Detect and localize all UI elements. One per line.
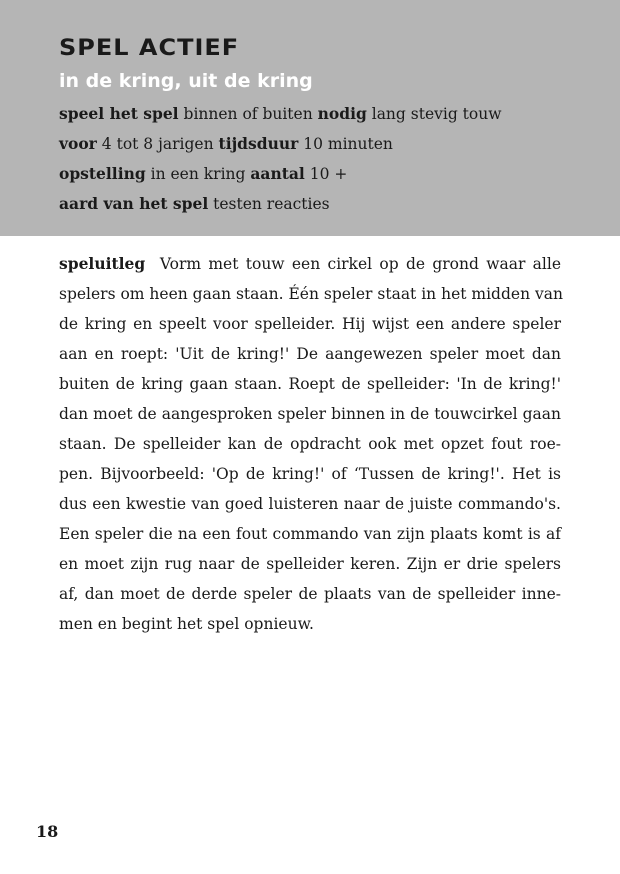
body-line: en moet zijn rug naar de spelleider keren. Zijn er drie spelers [59,555,561,573]
series-title: SPEL ACTIEF [59,34,240,61]
body-line: men en begint het spel opnieuw. [59,615,314,633]
meta-label-for: voor [59,134,97,153]
meta-value-count: 10 + [309,165,348,183]
body-line: de kring en speelt voor spelleider. Hij wijst een andere speler [59,315,561,333]
game-title: in de kring, uit de kring [59,70,313,92]
body-line: speluitleg Vorm met touw een cirkel op de grond waar alle [59,254,562,273]
body-line: aan en roept: 'Uit de kring!' De aangewezen speler moet dan [59,345,561,363]
meta-line-age [59,129,579,159]
meta-line-type [59,189,579,219]
meta-label-setup: opstelling [59,164,146,183]
game-explanation [59,249,561,639]
meta-value-type: testen reacties [213,195,330,213]
body-line: Een speler die na een fout commando van zijn plaats komt is af [59,525,561,543]
meta-value-needs: lang stevig touw [371,105,502,123]
page-number: 18 [36,822,59,841]
body-line: dan moet de aangesproken speler binnen in de touwcirkel gaan [59,405,561,423]
meta-value-for: 4 tot 8 jarigen [101,135,214,153]
game-metadata [59,99,579,219]
meta-value-duration: 10 minuten [303,135,393,153]
meta-value-setup: in een kring [150,165,246,183]
body-line: buiten de kring gaan staan. Roept de spelleider: 'In de kring!' [59,375,561,393]
meta-line-setup [59,159,579,189]
body-line: af, dan moet de derde speler de plaats van de spelleider inne- [59,585,561,603]
meta-line-location [59,99,579,129]
meta-label-type: aard van het spel [59,194,209,213]
meta-label-needs: nodig [317,104,367,123]
body-line: staan. De spelleider kan de opdracht ook met opzet fout roe- [59,435,561,453]
meta-label-count: aantal [250,164,305,183]
body-line: dus een kwestie van goed luisteren naar de juiste commando's. [59,495,561,513]
body-line: pen. Bijvoorbeeld: 'Op de kring!' of ‘Tussen de kring!'. Het is [59,465,561,483]
explanation-label: speluitleg [59,254,146,273]
meta-label-duration: tijdsduur [218,134,299,153]
meta-value-play: binnen of buiten [183,105,313,123]
header-band [0,0,620,236]
body-line: spelers om heen gaan staan. Één speler staat in het midden van [59,285,563,303]
meta-label-play: speel het spel [59,104,179,123]
